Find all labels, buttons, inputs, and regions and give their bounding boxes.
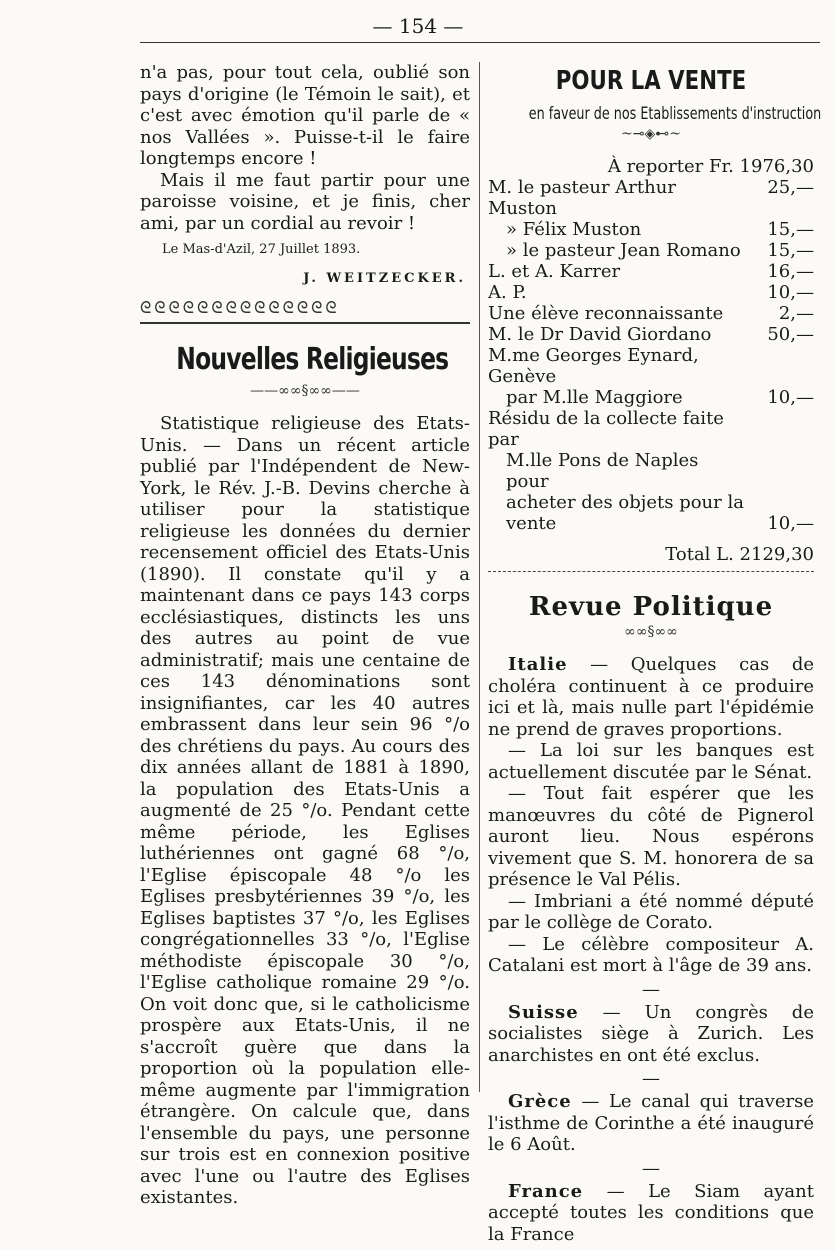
suisse-paragraph <box>488 1002 814 1067</box>
italie-paragraph-4: — Imbriani a été nommé député par le collège de Corato. <box>488 890 814 933</box>
donation-list <box>488 177 814 534</box>
donor-name: M.lle Pons de Naples pour <box>506 450 699 492</box>
article-paragraph: Statistique religieuse des Etats-Unis. — Dans un récent article publié par l'Indépendent de New-York, le Rév. J.-B. Devins cherche à utiliser pour la statistique religieuse les données du dernier recensement officiel des Etats-Unis (1890). Il constate qu'il y a maintenant dans ce pays 143 corps ecclésiastiques, distincts les uns des autres au point de vue administratif; mais une centaine de ces 143 dénominations sont insignifiantes, car les 40 autres embrassent dans leur sein 96 °/o des chrétiens du pays. Au cours des dix années allant de 1881 à 1890, la population des Etats-Unis a augmenté de 25 °/o. Pendant cette même période, les Eglises luthériennes ont gagné 68 °/o, l'Eglise épiscopale 48 °/o les Eglises presbytériennes 39 °/o, les Eglises baptistes 37 °/o, les Eglises congrégationnelles 33 °/o, l'Eglise méthodiste épiscopale 30 °/o, l'Eglise catholique romaine 29 °/o. On voit donc que, si le catholicisme prospère aux Etats-Unis, il ne s'accroît guère que dans la proportion où la population elle-même augmente par l'immigration étrangère. On calcule que, dans l'ensemble du pays, une personne sur trois est en connexion positive avec l'une ou l'autre des Eglises existantes. <box>140 413 470 1208</box>
donation-row <box>488 303 814 324</box>
intro-paragraph-2: Mais il me faut partir pour une paroisse voisine, et je finis, cher ami, par un cordial au revoir ! <box>140 169 470 234</box>
country-label-suisse: Suisse <box>508 1001 579 1023</box>
italie-paragraph-5: — Le célèbre compositeur A. Catalani est mort à l'âge de 39 ans. <box>488 933 814 976</box>
italie-paragraph-2: — La loi sur les banques est actuellement discutée par le Sénat. <box>488 740 814 783</box>
donation-amount <box>744 492 814 513</box>
separator-dash: — <box>642 1068 660 1089</box>
donation-amount: 10,— <box>767 387 814 408</box>
donation-row <box>488 513 814 534</box>
intro-paragraph-1: n'a pas, pour tout cela, oublié son pays d'origine (le Témoin le sait), et c'est avec émotion qu'il parle de « nos Vallées ». Puisse-t-il le faire longtemps encore ! <box>140 62 470 169</box>
donation-row <box>488 240 814 261</box>
donation-row <box>488 219 814 240</box>
donor-name: M.me Georges Eynard, Genève <box>488 345 699 387</box>
france-text: — Le Siam ayant accepté toutes les conditions que la France <box>488 1180 814 1245</box>
total-line <box>488 544 814 565</box>
donor-name: » Félix Muston <box>506 219 642 240</box>
report-label: À reporter Fr. 1976,30 <box>607 156 814 177</box>
revue-heading: Revue Politique <box>528 592 774 622</box>
sale-title: POUR LA VENTE <box>555 66 747 96</box>
donor-name: A. P. <box>488 282 527 303</box>
grece-text: — Le canal qui traverse l'isthme de Corinthe a été inauguré le 6 Août. <box>488 1091 814 1155</box>
donation-amount: 10,— <box>767 282 814 303</box>
donation-amount <box>744 408 814 450</box>
donation-row <box>488 324 814 345</box>
donation-amount <box>744 345 814 387</box>
country-label-grece: Grèce <box>508 1091 572 1112</box>
heading-flourish: ——∞∞§∞∞—— <box>250 383 360 399</box>
sale-flourish: ~⊸◈⊷~ <box>621 126 681 142</box>
sale-subtitle: en faveur de nos Etablissements d'instruction <box>528 104 822 124</box>
italie-text-1: — Quelques cas de choléra continuent à ce produire ici et là, mais nulle part l'épidémie ne prend de graves proportions. <box>488 654 814 740</box>
section-rule-right <box>488 571 814 572</box>
donor-name: par M.lle Maggiore <box>506 387 683 408</box>
left-column <box>140 62 470 1209</box>
total-label: Total L. 2129,30 <box>665 544 814 565</box>
signature-date: Le Mas-d'Azil, 27 Juillet 1893. <box>162 242 361 257</box>
donation-row <box>488 408 814 450</box>
donation-row <box>488 261 814 282</box>
donation-amount: 25,— <box>767 177 814 198</box>
donation-row <box>488 345 814 387</box>
donation-row <box>488 450 814 492</box>
report-line <box>488 156 814 177</box>
section-rule <box>140 322 470 324</box>
decorative-border: ᘓᘓᘓᘓᘓᘓᘓᘓᘓᘓᘓᘓᘓᘓ <box>140 298 340 317</box>
donation-row <box>488 387 814 408</box>
italie-paragraph-3: — Tout fait espérer que les manœuvres du côté de Pignerol auront lieu. Nous espérons vivement que S. M. honorera de sa présence le Val Pélis. <box>488 783 814 890</box>
donation-amount: 10,— <box>767 513 814 534</box>
revue-flourish: ∞∞§∞∞ <box>624 624 678 640</box>
donation-row <box>488 282 814 303</box>
donation-amount <box>744 450 814 492</box>
right-column <box>488 62 822 1245</box>
donor-name: Résidu de la collecte faite par <box>488 408 724 450</box>
donation-row <box>488 177 814 219</box>
donation-amount: 15,— <box>767 219 814 240</box>
section-heading: Nouvelles Religieuses <box>176 342 449 377</box>
separator-dash: — <box>642 1157 660 1179</box>
country-label-france: France <box>508 1180 584 1202</box>
donation-amount: 50,— <box>767 324 814 345</box>
donor-name: L. et A. Karrer <box>488 261 621 282</box>
suisse-text: — Un congrès de socialistes siège à Zurich. Les anarchistes en ont été exclus. <box>488 1001 814 1066</box>
donor-name: vente <box>506 513 557 534</box>
italie-paragraph-1 <box>488 654 814 740</box>
country-label-italie: Italie <box>508 654 568 675</box>
page-number: — 154 — <box>372 14 464 38</box>
grece-paragraph <box>488 1091 814 1156</box>
donor-name: Une élève reconnaissante <box>488 303 724 324</box>
france-paragraph <box>488 1181 814 1246</box>
donation-row <box>488 492 814 513</box>
top-rule <box>140 42 820 43</box>
signature-name: J. WEITZECKER. <box>303 271 466 286</box>
separator-dash: — <box>642 978 660 1000</box>
donor-name: M. le Dr David Giordano <box>488 324 712 345</box>
column-divider <box>479 62 480 1092</box>
donation-amount: 15,— <box>767 240 814 261</box>
donation-amount: 2,— <box>778 303 814 324</box>
donor-name: M. le pasteur Arthur Muston <box>488 177 676 219</box>
donor-name: » le pasteur Jean Romano <box>506 240 741 261</box>
donation-amount: 16,— <box>767 261 814 282</box>
donor-name: acheter des objets pour la <box>506 492 744 513</box>
